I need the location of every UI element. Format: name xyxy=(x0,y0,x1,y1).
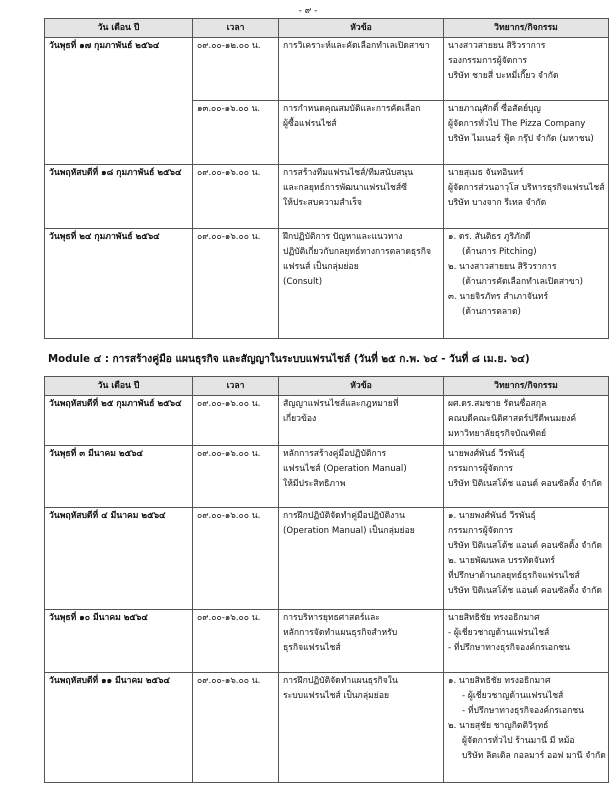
speaker-line: ๒. นายสุชัย ชาญกิตติวิรุทธ์ xyxy=(448,721,549,731)
speaker-line: ๑. นายพงศ์พันธ์ วีรพันธุ์ xyxy=(448,511,536,521)
date-cell: วันพฤหัสบดีที่ ๑๑ มีนาคม ๒๕๖๔ xyxy=(45,673,193,783)
speaker-line: ผู้จัดการทั่วไป The Pizza Company xyxy=(448,119,586,129)
speaker-line: (ด้านการตลาด) xyxy=(462,307,521,317)
speaker-line: ๑. ดร. สันติธร ภูริภักดี xyxy=(448,232,531,242)
speaker-line: นายภาณุศักดิ์ ซื่อสัตย์บุญ xyxy=(448,104,541,114)
date-cell: วันพฤหัสบดีที่ ๑๘ กุมภาพันธ์ ๒๕๖๔ xyxy=(45,165,193,229)
speaker-line: - ผู้เชี่ยวชาญด้านแฟรนไชส์ xyxy=(448,628,550,638)
topic-cell xyxy=(279,229,444,339)
table-row xyxy=(45,508,609,610)
speaker-line: รองกรรมการผู้จัดการ xyxy=(448,56,528,66)
speaker-line: บริษัท ชายสี่ บะหมี่เกี๊ยว จำกัด xyxy=(448,71,559,81)
topic-line: สัญญาแฟรนไชส์และกฎหมายที่ xyxy=(283,399,399,409)
speaker-line: ที่ปรึกษาด้านกลยุทธ์ธุรกิจแฟรนไชส์ xyxy=(448,571,580,581)
speaker-line: คณบดีคณะนิติศาสตร์ปรีดีพนมยงค์ xyxy=(448,414,577,424)
speaker-cell xyxy=(444,446,609,508)
speaker-line: ผศ.ดร.สมชาย รัตนซื่อสกุล xyxy=(448,399,547,409)
speaker-line: ๒. นางสาวสายยน สิริวราการ xyxy=(448,262,557,272)
page-number: - ๙ - xyxy=(298,6,318,16)
speaker-line: บริษัท ไมเนอร์ ฟู้ด กรุ๊ป จำกัด (มหาชน) xyxy=(448,134,594,144)
speaker-line: - ที่ปรึกษาทางธุรกิจองค์กรเอกชน xyxy=(448,643,570,653)
speaker-line: บริษัท ปิติเนสโต้ช แอนด์ คอนซัลติ้ง จำกัด xyxy=(448,479,602,489)
header-speaker: วิทยากร/กิจกรรม xyxy=(444,377,609,396)
date-cell: วันพฤหัสบดีที่ ๒๕ กุมภาพันธ์ ๒๕๖๔ xyxy=(45,396,193,446)
topic-line: การกำหนดคุณสมบัติและการคัดเลือก xyxy=(283,104,421,114)
table-row xyxy=(45,610,609,673)
speaker-line: นายสิทธิชัย ทรงอธิกมาศ xyxy=(448,613,540,623)
topic-line: ระบบแฟรนไชส์ เป็นกลุ่มย่อย xyxy=(283,691,390,701)
topic-line: การวิเคราะห์และคัดเลือกทำเลเปิดสาขา xyxy=(283,41,430,51)
topic-line: การฝึกปฏิบัติจัดทำคู่มือปฏิบัติงาน xyxy=(283,511,405,521)
topic-cell xyxy=(279,508,444,610)
module-title: Module ๔ : การสร้างคู่มือ แผนธุรกิจ และสัญญาในระบบแฟรนไชส์ (วันที่ ๒๕ ก.พ. ๖๔ - วันที่ ๘ เม.ย. ๖๔) xyxy=(48,354,530,365)
time-cell: ๐๙.๐๐-๑๖.๐๐ น. xyxy=(193,673,279,783)
date-cell: วันพุธที่ ๑๗ กุมภาพันธ์ ๒๕๖๔ xyxy=(45,38,193,165)
topic-line: การฝึกปฏิบัติจัดทำแผนธุรกิจใน xyxy=(283,676,398,686)
topic-line: ให้มีประสิทธิภาพ xyxy=(283,479,346,489)
table-row xyxy=(45,396,609,446)
speaker-line: - ผู้เชี่ยวชาญด้านแฟรนไชส์ xyxy=(462,691,564,701)
table-row xyxy=(45,229,609,339)
speaker-line: ๑. นายสิทธิชัย ทรงอธิกมาศ xyxy=(448,676,551,686)
speaker-line: นางสาวสายยน สิริวราการ xyxy=(448,41,546,51)
speaker-cell xyxy=(444,101,609,165)
topic-line: และกลยุทธ์การพัฒนาแฟรนไชส์ซี xyxy=(283,183,407,193)
time-cell: ๐๙.๐๐-๑๖.๐๐ น. xyxy=(193,229,279,339)
topic-cell xyxy=(279,673,444,783)
topic-line: (Consult) xyxy=(283,277,323,287)
table-row xyxy=(45,446,609,508)
header-speaker: วิทยากร/กิจกรรม xyxy=(444,19,609,38)
speaker-line: กรรมการผู้จัดการ xyxy=(448,526,514,536)
topic-cell xyxy=(279,101,444,165)
speaker-line: บริษัท ปิติเนสโต้ช แอนด์ คอนซัลติ้ง จำกัด xyxy=(448,586,602,596)
time-cell: ๐๙.๐๐-๑๖.๐๐ น. xyxy=(193,446,279,508)
table-row xyxy=(45,673,609,783)
speaker-cell xyxy=(444,396,609,446)
header-time: เวลา xyxy=(193,19,279,38)
topic-line: หลักการสร้างคู่มือปฏิบัติการ xyxy=(283,449,387,459)
header-topic: หัวข้อ xyxy=(279,19,444,38)
header-topic: หัวข้อ xyxy=(279,377,444,396)
topic-line: แฟรนไชส์ (Operation Manual) xyxy=(283,464,407,474)
schedule-table-2 xyxy=(44,376,609,783)
speaker-line: - ที่ปรึกษาทางธุรกิจองค์กรเอกชน xyxy=(462,706,584,716)
time-cell: ๐๙.๐๐-๑๖.๐๐ น. xyxy=(193,610,279,673)
time-cell: ๑๓.๐๐-๑๖.๐๐ น. xyxy=(193,101,279,165)
table-row xyxy=(45,165,609,229)
topic-line: แฟรนส์ เป็นกลุ่มย่อย xyxy=(283,262,359,272)
speaker-line: (ด้านการ Pitching) xyxy=(462,247,537,257)
date-cell: วันพุธที่ ๑๐ มีนาคม ๒๕๖๔ xyxy=(45,610,193,673)
table-row xyxy=(45,38,609,101)
topic-line: การบริหารยุทธศาสตร์และ xyxy=(283,613,380,623)
topic-line: ปฏิบัติเกี่ยวกับกลยุทธ์ทางการตลาดธุรกิจ xyxy=(283,247,432,257)
speaker-cell xyxy=(444,165,609,229)
speaker-line: ๓. นายจิรภัทร สำเภาจันทร์ xyxy=(448,292,549,302)
speaker-line: นายพงศ์พันธ์ วีรพันธุ์ xyxy=(448,449,525,459)
topic-cell xyxy=(279,396,444,446)
date-cell: วันพฤหัสบดีที่ ๔ มีนาคม ๒๕๖๔ xyxy=(45,508,193,610)
topic-line: ให้ประสบความสำเร็จ xyxy=(283,198,362,208)
topic-line: ธุรกิจแฟรนไชส์ xyxy=(283,643,341,653)
header-time: เวลา xyxy=(193,377,279,396)
topic-line: ฝึกปฏิบัติการ ปัญหาและแนวทาง xyxy=(283,232,403,242)
time-cell: ๐๙.๐๐-๑๒.๐๐ น. xyxy=(193,38,279,101)
speaker-line: นายสุเมธ จันทอินทร์ xyxy=(448,168,524,178)
speaker-line: บริษัท ปิติเนสโต้ช แอนด์ คอนซัลติ้ง จำกัด xyxy=(448,541,602,551)
schedule-table-1 xyxy=(44,18,609,339)
speaker-line: ผู้จัดการทั่วไป ร้านมานี มี หม้อ xyxy=(462,736,575,746)
topic-line: การสร้างทีมแฟรนไชส์/ทีมสนับสนุน xyxy=(283,168,414,178)
speaker-cell xyxy=(444,610,609,673)
speaker-line: บริษัท ลิตเติล กอลมาร์ ออฟ มานี จำกัด xyxy=(462,751,606,761)
date-cell: วันพุธที่ ๓ มีนาคม ๒๕๖๔ xyxy=(45,446,193,508)
time-cell: ๐๙.๐๐-๑๖.๐๐ น. xyxy=(193,165,279,229)
speaker-cell xyxy=(444,673,609,783)
header-date: วัน เดือน ปี xyxy=(45,19,193,38)
topic-line: หลักการจัดทำแผนธุรกิจสำหรับ xyxy=(283,628,398,638)
time-cell: ๐๙.๐๐-๑๖.๐๐ น. xyxy=(193,396,279,446)
topic-line: ผู้ซื้อแฟรนไชส์ xyxy=(283,119,337,129)
topic-cell xyxy=(279,610,444,673)
speaker-line: ผู้จัดการส่วนอาวุโส บริหารธุรกิจแฟรนไชส์ xyxy=(448,183,605,193)
topic-line: (Operation Manual) เป็นกลุ่มย่อย xyxy=(283,526,415,536)
speaker-line: มหาวิทยาลัยธุรกิจบัณฑิตย์ xyxy=(448,429,547,439)
speaker-line: บริษัท บางจาก รีเทล จำกัด xyxy=(448,198,547,208)
topic-line: เกี่ยวข้อง xyxy=(283,414,317,424)
time-cell: ๐๙.๐๐-๑๖.๐๐ น. xyxy=(193,508,279,610)
topic-cell xyxy=(279,38,444,101)
speaker-line: กรรมการผู้จัดการ xyxy=(448,464,514,474)
speaker-line: (ด้านการคัดเลือกทำเลเปิดสาขา) xyxy=(462,277,583,287)
speaker-line: ๒. นายพัฒนพล บรรทัดจันทร์ xyxy=(448,556,555,566)
header-date: วัน เดือน ปี xyxy=(45,377,193,396)
speaker-cell xyxy=(444,38,609,101)
topic-cell xyxy=(279,446,444,508)
topic-cell xyxy=(279,165,444,229)
speaker-cell xyxy=(444,508,609,610)
date-cell: วันพุธที่ ๒๔ กุมภาพันธ์ ๒๕๖๔ xyxy=(45,229,193,339)
speaker-cell xyxy=(444,229,609,339)
